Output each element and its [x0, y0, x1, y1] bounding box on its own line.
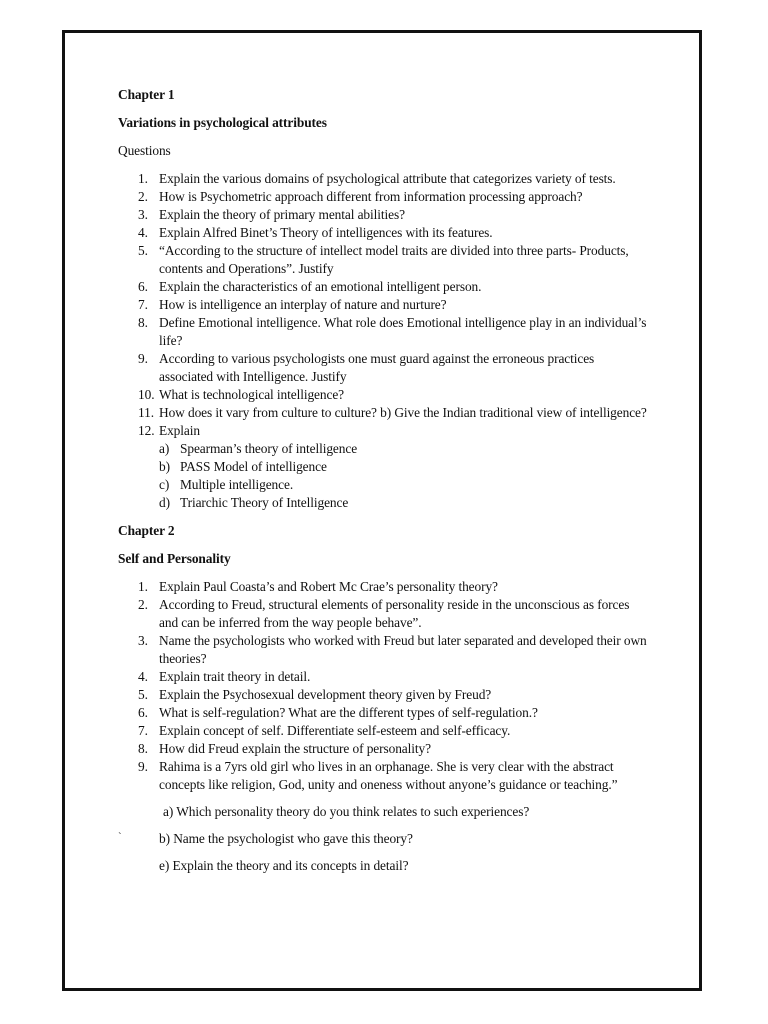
list-item-text: Name the psychologists who worked with Freud but later separated and developed their own theories?: [159, 633, 647, 666]
list-item: [118, 350, 648, 386]
list-item-number: 2.: [138, 597, 148, 612]
list-item-text: What is technological intelligence?: [159, 387, 345, 402]
list-item-text: How is intelligence an interplay of nature and nurture?: [159, 297, 447, 312]
sub-list-item-text: PASS Model of intelligence: [180, 459, 327, 474]
sub-question-b: [118, 830, 648, 848]
list-item: [118, 170, 648, 188]
stray-mark: `: [118, 831, 122, 843]
list-item-text: How does it vary from culture to culture? b) Give the Indian traditional view of intelligence?: [159, 405, 647, 420]
sub-list-item-letter: a): [159, 441, 170, 456]
list-item-text: According to various psychologists one must guard against the erroneous practices associated with Intelligence. Justify: [159, 351, 595, 384]
sub-list-item-text: Triarchic Theory of Intelligence: [180, 495, 349, 510]
chapter2-title: Self and Personality: [118, 551, 231, 566]
list-item-text: How did Freud explain the structure of personality?: [159, 741, 431, 756]
sub-question-e: e) Explain the theory and its concepts in detail?: [159, 858, 409, 873]
chapter2-question-list: [118, 578, 648, 794]
list-item-text: Explain: [159, 423, 200, 438]
list-item: [118, 686, 648, 704]
list-item-text: Explain the characteristics of an emotional intelligent person.: [159, 279, 482, 294]
chapter1-question-list: [118, 170, 648, 440]
list-item-number: 8.: [138, 741, 148, 756]
list-item: [118, 722, 648, 740]
sub-list-item-letter: c): [159, 477, 170, 492]
list-item-number: 9.: [138, 351, 148, 366]
list-item: [118, 404, 648, 422]
sub-list-item: [159, 476, 648, 494]
list-item-number: 8.: [138, 315, 148, 330]
list-item: [118, 278, 648, 296]
list-item-number: 7.: [138, 723, 148, 738]
list-item-number: 11.: [138, 405, 154, 420]
list-item: [118, 296, 648, 314]
list-item-number: 6.: [138, 705, 148, 720]
list-item-text: Define Emotional intelligence. What role does Emotional intelligence play in an individual’s life?: [159, 315, 647, 348]
list-item-number: 3.: [138, 633, 148, 648]
list-item-number: 4.: [138, 225, 148, 240]
list-item-text: According to Freud, structural elements of personality reside in the unconscious as forces and can be inferred from the way people behave”.: [159, 597, 630, 630]
list-item-number: 5.: [138, 243, 148, 258]
list-item-number: 3.: [138, 207, 148, 222]
list-item: [118, 224, 648, 242]
sub-list-item-text: Multiple intelligence.: [180, 477, 294, 492]
list-item: [118, 206, 648, 224]
list-item: [118, 668, 648, 686]
list-item: [118, 314, 648, 350]
list-item: [118, 740, 648, 758]
sub-list-item: [159, 458, 648, 476]
list-item-text: Explain the theory of primary mental abilities?: [159, 207, 405, 222]
list-item-text: Explain Alfred Binet’s Theory of intelligences with its features.: [159, 225, 493, 240]
chapter1-heading: Chapter 1: [118, 87, 175, 102]
list-item-text: How is Psychometric approach different from information processing approach?: [159, 189, 583, 204]
list-item: [118, 386, 648, 404]
list-item-text: What is self-regulation? What are the different types of self-regulation.?: [159, 705, 538, 720]
sub-list-item-letter: b): [159, 459, 170, 474]
chapter1-title: Variations in psychological attributes: [118, 115, 327, 130]
sub-question-a: a) Which personality theory do you think relates to such experiences?: [163, 804, 530, 819]
list-item-text: Explain Paul Coasta’s and Robert Mc Crae’s personality theory?: [159, 579, 498, 594]
list-item-number: 4.: [138, 669, 148, 684]
list-item: [118, 704, 648, 722]
list-item-number: 12.: [138, 423, 155, 438]
sub-list-item-text: Spearman’s theory of intelligence: [180, 441, 358, 456]
list-item-text: Rahima is a 7yrs old girl who lives in an orphanage. She is very clear with the abstract concepts like religion, God, unity and oneness without anyone’s guidance or teaching.”: [159, 759, 618, 792]
sub-list-item-letter: d): [159, 495, 170, 510]
sub-list-item: [159, 494, 648, 512]
list-item: [118, 422, 648, 440]
list-item-number: 5.: [138, 687, 148, 702]
sub-list-item: [159, 440, 648, 458]
list-item-number: 9.: [138, 759, 148, 774]
list-item: [118, 188, 648, 206]
chapter2-heading: Chapter 2: [118, 523, 175, 538]
list-item-number: 2.: [138, 189, 148, 204]
list-item-text: Explain concept of self. Differentiate self-esteem and self-efficacy.: [159, 723, 511, 738]
document-content: [118, 86, 648, 875]
list-item-number: 10.: [138, 387, 155, 402]
list-item-number: 1.: [138, 579, 148, 594]
list-item-number: 7.: [138, 297, 148, 312]
list-item-number: 6.: [138, 279, 148, 294]
list-item-text: “According to the structure of intellect model traits are divided into three parts- Products, contents and Operations”. Justify: [159, 243, 629, 276]
list-item-number: 1.: [138, 171, 148, 186]
list-item: [118, 758, 648, 794]
list-item: [118, 242, 648, 278]
list-item: [118, 632, 648, 668]
list-item-text: Explain the Psychosexual development theory given by Freud?: [159, 687, 492, 702]
sub-question-b-text: b) Name the psychologist who gave this theory?: [159, 831, 413, 846]
questions-label: Questions: [118, 143, 171, 158]
list-item-text: Explain the various domains of psychological attribute that categorizes variety of tests.: [159, 171, 616, 186]
list-item: [118, 596, 648, 632]
list-item: [118, 578, 648, 596]
chapter1-sub-list: [118, 440, 648, 512]
list-item-text: Explain trait theory in detail.: [159, 669, 311, 684]
